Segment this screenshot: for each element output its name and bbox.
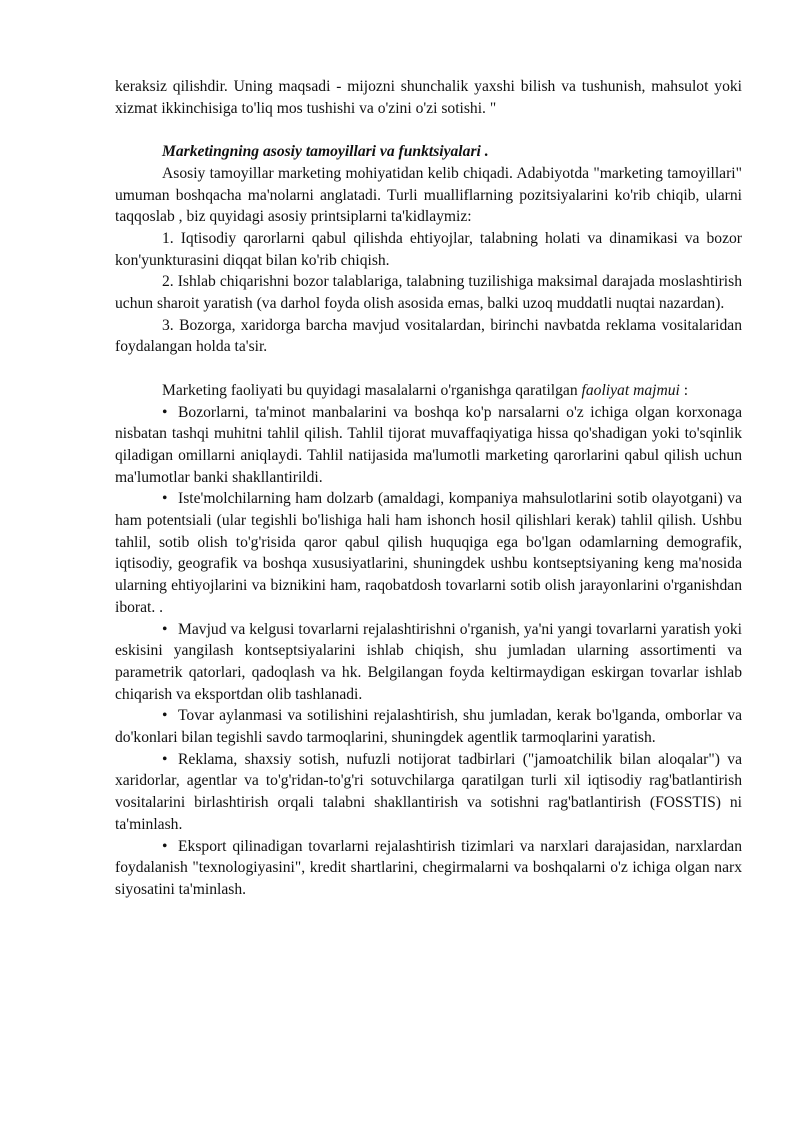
document-page <box>115 76 742 901</box>
principles-intro: Asosiy tamoyillar marketing mohiyatidan kelib chiqadi. Adabiyotda "marketing tamoyillari" umuman boshqacha ma'nolarni anglatadi. Turli mualliflarning pozitsiyalarini ko'rib chiqib, ularni taqqoslab , biz quyidagi asosiy printsiplarni ta'kidlaymiz: <box>115 164 742 226</box>
bullet-icon: • <box>162 620 168 638</box>
bullet-item <box>115 402 742 489</box>
bullet-text: Mavjud va kelgusi tovarlarni rejalashtirishni o'rganish, ya'ni yangi tovarlarni yaratish yoki eskisini yangilash kontseptsiyalarini ishlab chiqish, shu jumladan ularning assortimenti va parametrik qatorlari, qadoqlash va hk. Belgilangan foyda keltirmaydigan eskirgan tovarlar ishlab chiqarish va eksportdan olib tashlanadi. <box>115 620 742 703</box>
principle-item: 3. Bozorga, xaridorga barcha mavjud vositalardan, birinchi navbatda reklama vositalaridan foydalangan holda ta'sir. <box>115 316 742 356</box>
bullet-item <box>115 705 742 748</box>
bullet-item <box>115 488 742 618</box>
activities-intro-tail: : <box>679 381 689 399</box>
bullet-item <box>115 749 742 836</box>
bullet-item <box>115 619 742 706</box>
bullet-item <box>115 836 742 901</box>
spacer <box>115 358 742 380</box>
bullet-text: Bozorlarni, ta'minot manbalarini va boshqa ko'p narsalarni o'z ichiga olgan korxonaga nisbatan tashqi muhitni tahlil qilish. Tahlil tijorat muvaffaqiyatiga hissa qo'shadigan yoki to'sqinlik qiladigan omillarni aniqlaydi. Tahlil natijasida ma'lumotli marketing qarorlarini qabul qilish uchun ma'lumotlar banki shakllantirildi. <box>115 403 742 486</box>
bullet-icon: • <box>162 403 168 421</box>
bullet-text: Reklama, shaxsiy sotish, nufuzli notijorat tadbirlari ("jamoatchilik bilan aloqalar") va xaridorlar, agentlar va to'g'ridan-to'g'ri sotuvchilarga qaratilgan turli xil iqtisodiy rag'batlantirish vositalarini birlashtirish orqali talabni shakllantirish va sotishni rag'batlantirish (FOSSTIS) ni ta'minlash. <box>115 750 742 833</box>
principle-item: 1. Iqtisodiy qarorlarni qabul qilishda ehtiyojlar, talabning holati va dinamikasi va bozor kon'yunkturasini diqqat bilan ko'rib chiqish. <box>115 229 742 269</box>
activities-intro <box>115 380 742 402</box>
intro-paragraph: keraksiz qilishdir. Uning maqsadi - mijozni shunchalik yaxshi bilish va tushunish, mahsulot yoki xizmat ikkinchisiga to'liq mos tushishi va o'zini o'zi sotishi. " <box>115 78 742 117</box>
bullet-text: Iste'molchilarning ham dolzarb (amaldagi, kompaniya mahsulotlarini sotib olayotgani) va ham potentsiali (ular tegishli bo'lishiga hali ham ishonch hosil qilishlari kerak) tahlil qilish. Ushbu tahlil, sotib olish to'g'risida qaror qabul qilish huquqiga ega bo'lgan odamlarning demografik, iqtisodiy, geografik va boshqa xususiyatlarini, shuningdek ushbu kontseptsiyaning keng ma'nosida ularning ehtiyojlarini va biznikini ham, raqobatdosh tovarlarni sotib olish jarayonlarini o'rganishdan iborat. . <box>115 490 742 616</box>
section-heading: Marketingning asosiy tamoyillari va funktsiyalari . <box>162 143 489 161</box>
principle-item: 2. Ishlab chiqarishni bozor talablariga, talabning tuzilishiga maksimal darajada moslashtirish uchun sharoit yaratish (va darhol foyda olish asosida emas, balki uzoq muddatli nuqtai nazardan). <box>115 273 742 313</box>
bullet-icon: • <box>162 490 168 508</box>
spacer <box>115 119 742 141</box>
bullet-icon: • <box>162 837 168 855</box>
bullet-text: Tovar aylanmasi va sotilishini rejalashtirish, shu jumladan, kerak bo'lganda, omborlar va do'konlari bilan tegishli savdo tarmoqlarini, shuningdek agentlik tarmoqlarini yaratish. <box>115 707 742 747</box>
activities-intro-italic: faoliyat majmui <box>581 381 680 399</box>
bullet-icon: • <box>162 750 168 768</box>
bullet-icon: • <box>162 707 168 725</box>
activities-intro-text: Marketing faoliyati bu quyidagi masalalarni o'rganishga qaratilgan <box>162 381 582 399</box>
bullet-text: Eksport qilinadigan tovarlarni rejalashtirish tizimlari va narxlari darajasidan, narxlardan foydalanish "texnologiyasini", kredit shartlarini, chegirmalarni va boshqalarni o'z ichiga olgan narx siyosatini ta'minlash. <box>115 837 742 898</box>
